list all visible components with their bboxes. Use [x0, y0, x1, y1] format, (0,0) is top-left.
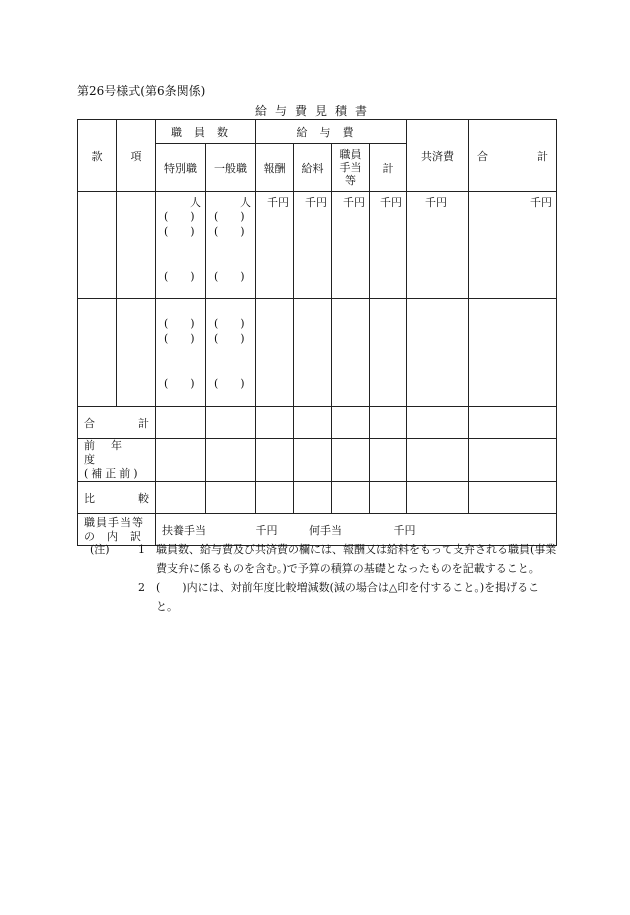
- notes-label: (注): [90, 543, 110, 556]
- paren-cell: ( ): [164, 210, 195, 223]
- cell-special-1: [156, 192, 206, 299]
- cell-salary-1: [294, 192, 332, 299]
- row-breakdown-l2: の内訳: [84, 529, 153, 543]
- row-total-b: 計: [138, 416, 149, 430]
- note-1: [90, 540, 560, 578]
- header-mutual-aid: 共済費: [407, 120, 469, 192]
- row-label-compare: [78, 482, 156, 514]
- total-cell: [206, 407, 256, 439]
- compare-cell: [156, 482, 206, 514]
- cell-salary-2: [294, 299, 332, 407]
- cell-subtotal-2: [370, 299, 407, 407]
- total-cell: [332, 407, 370, 439]
- note-1-text: 職員数、給与費及び共済費の欄には、報酬又は給料をもって支弁される職員(事業費支弁に係るものを含む。)で予算の積算の基礎となったものを記載すること。: [156, 543, 557, 575]
- note-1-number: 1: [138, 543, 145, 556]
- compare-cell: [469, 482, 557, 514]
- compare-cell: [256, 482, 294, 514]
- cell-kou-2: [117, 299, 156, 407]
- header-remuneration: 報酬: [256, 144, 294, 192]
- note-2-text: ( )内には、対前年度比較増減数(減の場合は△印を付すること。)を掲げること。: [156, 581, 540, 613]
- prev-cell: [206, 439, 256, 482]
- unit-thousand-yen: 千円: [343, 196, 365, 209]
- paren-cell: ( ): [164, 332, 195, 345]
- compare-cell: [370, 482, 407, 514]
- document-title: 給与費見積書: [254, 104, 375, 118]
- dependent-allowance-label: 扶養手当: [162, 523, 206, 537]
- other-allowance-unit: 千円: [393, 523, 416, 537]
- unit-thousand-yen: 千円: [305, 196, 327, 209]
- total-cell: [370, 407, 407, 439]
- cell-allowance-1: [332, 192, 370, 299]
- compare-cell: [407, 482, 469, 514]
- row-label-total: [78, 407, 156, 439]
- row-compare-b: 較: [138, 491, 149, 505]
- header-special-post: 特別職: [156, 144, 206, 192]
- prev-cell: [156, 439, 206, 482]
- cell-subtotal-1: [370, 192, 407, 299]
- header-total: [469, 120, 557, 192]
- header-total-a: 合: [477, 149, 488, 163]
- total-cell: [407, 407, 469, 439]
- prev-cell: [370, 439, 407, 482]
- unit-person: 人: [190, 196, 201, 209]
- note-spacer: [90, 578, 138, 616]
- cell-mutual-aid-1: [407, 192, 469, 299]
- cell-general-1: [206, 192, 256, 299]
- total-cell: [156, 407, 206, 439]
- cell-total-2: [469, 299, 557, 407]
- unit-thousand-yen: 千円: [425, 196, 447, 209]
- header-allowance: [332, 144, 370, 192]
- unit-thousand-yen: 千円: [380, 196, 402, 209]
- header-staff-count: 職員数: [156, 120, 256, 144]
- header-allowance-l1: 職員: [339, 148, 362, 161]
- cell-kou-1: [117, 192, 156, 299]
- cell-allowance-2: [332, 299, 370, 407]
- header-total-b: 計: [537, 149, 548, 163]
- paren-cell: ( ): [214, 270, 245, 283]
- cell-kan-2: [78, 299, 117, 407]
- prev-cell: [294, 439, 332, 482]
- header-salary-group: 給与費: [256, 120, 407, 144]
- row-prev-year: 前年度: [84, 439, 138, 466]
- cell-remuneration-2: [256, 299, 294, 407]
- prev-cell: [407, 439, 469, 482]
- cell-total-1: [469, 192, 557, 299]
- paren-cell: ( ): [214, 332, 245, 345]
- paren-cell: ( ): [214, 317, 245, 330]
- prev-cell: [332, 439, 370, 482]
- header-salary: 給料: [294, 144, 332, 192]
- header-subtotal: 計: [370, 144, 407, 192]
- unit-thousand-yen: 千円: [267, 196, 289, 209]
- paren-cell: ( ): [214, 210, 245, 223]
- paren-cell: ( ): [214, 377, 245, 390]
- note-2: [90, 578, 560, 616]
- salary-estimate-table: [77, 119, 557, 546]
- compare-cell: [294, 482, 332, 514]
- total-cell: [294, 407, 332, 439]
- header-allowance-l3: 等: [345, 174, 356, 187]
- row-total-a: 合: [84, 416, 95, 430]
- paren-cell: ( ): [214, 225, 245, 238]
- note-2-number: 2: [138, 581, 145, 594]
- cell-remuneration-1: [256, 192, 294, 299]
- notes: [90, 540, 560, 616]
- header-allowance-l2: 手当: [339, 161, 362, 174]
- prev-cell: [469, 439, 557, 482]
- other-allowance-label: 何手当: [309, 523, 342, 537]
- paren-cell: ( ): [164, 270, 195, 283]
- header-general-post: 一般職: [206, 144, 256, 192]
- compare-cell: [206, 482, 256, 514]
- unit-thousand-yen: 千円: [530, 196, 552, 209]
- row-compare-a: 比: [84, 491, 95, 505]
- paren-cell: ( ): [164, 317, 195, 330]
- row-breakdown-l1: 職員手当等: [84, 515, 144, 529]
- paren-cell: ( ): [164, 377, 195, 390]
- row-label-prev-year: [78, 439, 156, 482]
- paren-cell: ( ): [164, 225, 195, 238]
- total-cell: [256, 407, 294, 439]
- dependent-allowance-unit: 千円: [255, 523, 278, 537]
- prev-cell: [256, 439, 294, 482]
- cell-general-2: [206, 299, 256, 407]
- cell-mutual-aid-2: [407, 299, 469, 407]
- row-prev-year-sub: (補正前): [84, 467, 141, 480]
- compare-cell: [332, 482, 370, 514]
- cell-kan-1: [78, 192, 117, 299]
- header-kou: 項: [117, 120, 156, 192]
- cell-special-2: [156, 299, 206, 407]
- form-label: 第26号様式(第6条関係): [77, 84, 206, 98]
- total-cell: [469, 407, 557, 439]
- unit-person: 人: [240, 196, 251, 209]
- header-kan: 款: [78, 120, 117, 192]
